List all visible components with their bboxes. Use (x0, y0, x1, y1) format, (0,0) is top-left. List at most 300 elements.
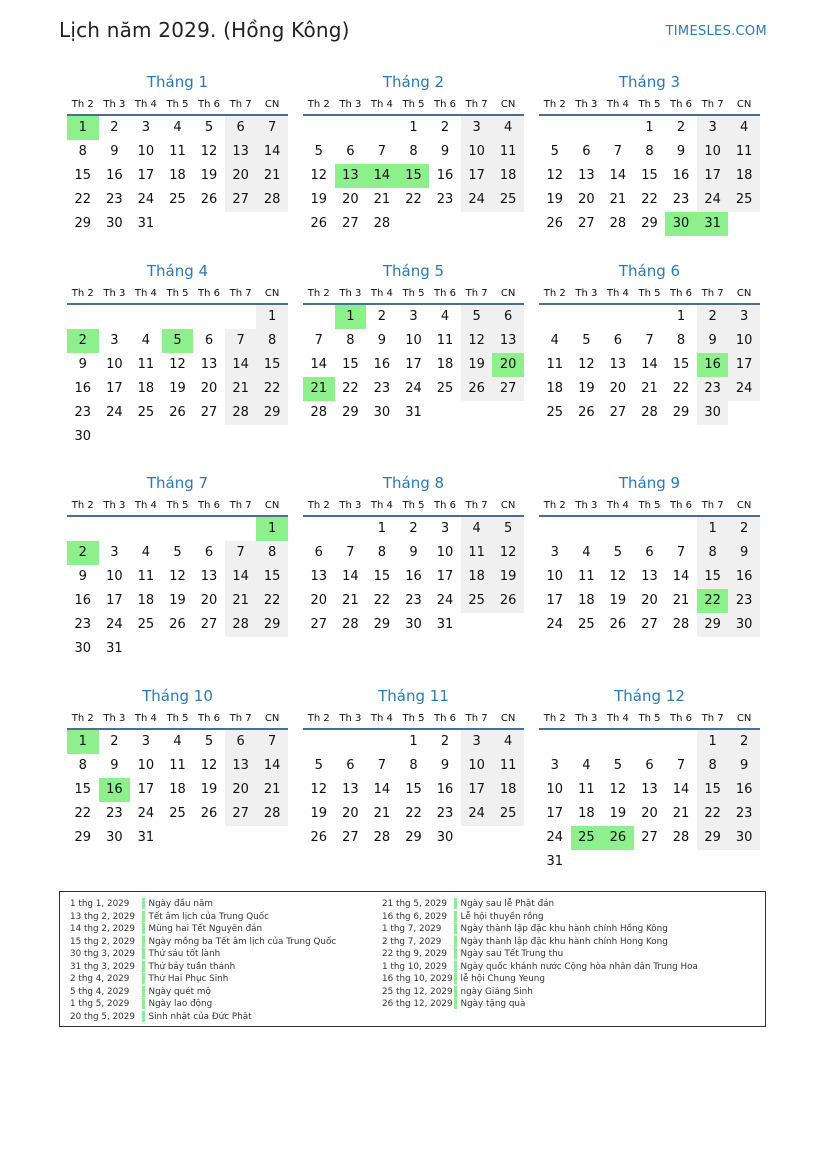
holiday-day-cell[interactable]: 26 (602, 826, 634, 850)
day-cell[interactable]: 22 (672, 381, 690, 396)
day-cell[interactable]: 16 (74, 381, 92, 396)
day-cell[interactable]: 15 (74, 168, 92, 183)
day-cell[interactable]: 19 (578, 381, 595, 396)
day-cell[interactable]: 9 (78, 357, 87, 372)
day-cell[interactable]: 25 (169, 192, 186, 207)
day-cell[interactable]: 25 (546, 405, 564, 420)
day-cell[interactable]: 18 (169, 782, 186, 797)
day-cell[interactable]: 18 (578, 593, 595, 608)
day-cell[interactable]: 4 (492, 116, 524, 140)
day-cell[interactable]: 9 (697, 329, 729, 353)
day-cell[interactable]: 3 (141, 120, 151, 135)
day-cell[interactable]: 17 (137, 168, 155, 183)
day-cell[interactable]: 8 (377, 545, 387, 560)
day-cell[interactable]: 22 (256, 377, 288, 401)
day-cell[interactable]: 30 (728, 613, 760, 637)
day-cell[interactable]: 18 (578, 806, 595, 821)
day-cell[interactable]: 1 (377, 521, 387, 536)
day-cell[interactable]: 4 (141, 545, 151, 560)
holiday-day-cell[interactable]: 2 (67, 541, 99, 565)
holiday-day-cell[interactable]: 1 (335, 305, 367, 329)
day-cell[interactable]: 18 (492, 164, 524, 188)
day-cell[interactable]: 2 (728, 730, 760, 754)
day-cell[interactable]: 26 (200, 192, 218, 207)
holiday-day-cell[interactable]: 21 (303, 377, 335, 401)
day-cell[interactable]: 27 (225, 802, 257, 826)
day-cell[interactable]: 9 (440, 144, 450, 159)
day-cell[interactable]: 15 (697, 778, 729, 802)
day-cell[interactable]: 3 (550, 545, 559, 560)
day-cell[interactable]: 7 (225, 541, 257, 565)
day-cell[interactable]: 23 (436, 806, 454, 821)
day-cell[interactable]: 14 (609, 168, 627, 183)
day-cell[interactable]: 24 (137, 192, 155, 207)
day-cell[interactable]: 26 (310, 216, 328, 231)
day-cell[interactable]: 11 (546, 357, 564, 372)
day-cell[interactable]: 15 (373, 569, 391, 584)
day-cell[interactable]: 14 (672, 569, 690, 584)
day-cell[interactable]: 4 (173, 734, 182, 749)
day-cell[interactable]: 9 (110, 758, 119, 773)
day-cell[interactable]: 28 (310, 405, 328, 420)
day-cell[interactable]: 19 (461, 353, 493, 377)
day-cell[interactable]: 3 (728, 305, 760, 329)
day-cell[interactable]: 20 (641, 593, 658, 608)
day-cell[interactable]: 7 (613, 144, 623, 159)
day-cell[interactable]: 19 (609, 593, 627, 608)
day-cell[interactable]: 2 (676, 120, 686, 135)
day-cell[interactable]: 27 (342, 216, 359, 231)
day-cell[interactable]: 16 (672, 168, 690, 183)
day-cell[interactable]: 10 (137, 144, 155, 159)
day-cell[interactable]: 26 (169, 617, 186, 632)
day-cell[interactable]: 16 (106, 168, 123, 183)
day-cell[interactable]: 18 (492, 778, 524, 802)
day-cell[interactable]: 6 (225, 730, 257, 754)
day-cell[interactable]: 13 (225, 754, 257, 778)
day-cell[interactable]: 8 (697, 754, 729, 778)
day-cell[interactable]: 31 (137, 830, 155, 845)
day-cell[interactable]: 25 (137, 405, 155, 420)
day-cell[interactable]: 9 (728, 754, 760, 778)
day-cell[interactable]: 25 (728, 188, 760, 212)
day-cell[interactable]: 6 (645, 545, 654, 560)
holiday-day-cell[interactable]: 1 (67, 730, 99, 754)
day-cell[interactable]: 30 (728, 826, 760, 850)
day-cell[interactable]: 5 (461, 305, 493, 329)
day-cell[interactable]: 31 (436, 617, 454, 632)
day-cell[interactable]: 4 (440, 309, 450, 324)
day-cell[interactable]: 3 (461, 730, 493, 754)
day-cell[interactable]: 17 (461, 778, 493, 802)
day-cell[interactable]: 7 (346, 545, 355, 560)
day-cell[interactable]: 9 (440, 758, 450, 773)
day-cell[interactable]: 18 (728, 164, 760, 188)
holiday-day-cell[interactable]: 16 (99, 778, 131, 802)
day-cell[interactable]: 31 (546, 854, 564, 869)
day-cell[interactable]: 12 (200, 144, 218, 159)
day-cell[interactable]: 22 (256, 589, 288, 613)
day-cell[interactable]: 23 (74, 405, 92, 420)
day-cell[interactable]: 5 (582, 333, 591, 348)
day-cell[interactable]: 19 (546, 192, 564, 207)
day-cell[interactable]: 3 (461, 116, 493, 140)
day-cell[interactable]: 7 (225, 329, 257, 353)
day-cell[interactable]: 2 (409, 521, 418, 536)
day-cell[interactable]: 2 (377, 309, 387, 324)
day-cell[interactable]: 11 (169, 758, 186, 773)
day-cell[interactable]: 6 (314, 545, 323, 560)
day-cell[interactable]: 28 (373, 830, 391, 845)
day-cell[interactable]: 18 (169, 168, 186, 183)
day-cell[interactable]: 18 (546, 381, 564, 396)
day-cell[interactable]: 30 (106, 830, 123, 845)
day-cell[interactable]: 14 (310, 357, 328, 372)
day-cell[interactable]: 21 (256, 778, 288, 802)
holiday-day-cell[interactable]: 1 (67, 116, 99, 140)
day-cell[interactable]: 11 (137, 357, 155, 372)
day-cell[interactable]: 2 (728, 517, 760, 541)
day-cell[interactable]: 10 (137, 758, 155, 773)
day-cell[interactable]: 26 (169, 405, 186, 420)
day-cell[interactable]: 6 (346, 144, 355, 159)
day-cell[interactable]: 8 (78, 758, 87, 773)
day-cell[interactable]: 4 (582, 758, 591, 773)
day-cell[interactable]: 17 (546, 806, 564, 821)
day-cell[interactable]: 16 (728, 778, 760, 802)
holiday-day-cell[interactable]: 31 (697, 212, 729, 236)
day-cell[interactable]: 3 (110, 545, 119, 560)
day-cell[interactable]: 21 (672, 806, 690, 821)
day-cell[interactable]: 19 (310, 806, 328, 821)
day-cell[interactable]: 15 (256, 565, 288, 589)
day-cell[interactable]: 22 (74, 806, 92, 821)
day-cell[interactable]: 15 (405, 782, 422, 797)
day-cell[interactable]: 14 (672, 782, 690, 797)
day-cell[interactable]: 27 (200, 617, 218, 632)
day-cell[interactable]: 8 (78, 144, 87, 159)
day-cell[interactable]: 16 (728, 565, 760, 589)
day-cell[interactable]: 27 (225, 188, 257, 212)
holiday-day-cell[interactable]: 22 (697, 589, 729, 613)
day-cell[interactable]: 2 (110, 734, 119, 749)
day-cell[interactable]: 8 (409, 144, 418, 159)
day-cell[interactable]: 27 (342, 830, 359, 845)
day-cell[interactable]: 11 (461, 541, 493, 565)
day-cell[interactable]: 14 (256, 140, 288, 164)
day-cell[interactable]: 6 (225, 116, 257, 140)
day-cell[interactable]: 24 (106, 617, 123, 632)
day-cell[interactable]: 13 (578, 168, 595, 183)
day-cell[interactable]: 26 (461, 377, 493, 401)
day-cell[interactable]: 8 (409, 758, 418, 773)
day-cell[interactable]: 19 (200, 168, 218, 183)
day-cell[interactable]: 15 (342, 357, 359, 372)
day-cell[interactable]: 11 (492, 754, 524, 778)
holiday-day-cell[interactable]: 15 (398, 164, 430, 188)
day-cell[interactable]: 12 (169, 569, 186, 584)
day-cell[interactable]: 27 (641, 617, 658, 632)
day-cell[interactable]: 15 (697, 565, 729, 589)
day-cell[interactable]: 29 (672, 405, 690, 420)
day-cell[interactable]: 31 (405, 405, 422, 420)
day-cell[interactable]: 12 (310, 782, 328, 797)
day-cell[interactable]: 2 (440, 734, 450, 749)
day-cell[interactable]: 31 (106, 641, 123, 656)
day-cell[interactable]: 21 (641, 381, 658, 396)
day-cell[interactable]: 28 (342, 617, 359, 632)
day-cell[interactable]: 26 (609, 617, 627, 632)
day-cell[interactable]: 8 (256, 329, 288, 353)
day-cell[interactable]: 5 (613, 545, 623, 560)
day-cell[interactable]: 28 (256, 802, 288, 826)
day-cell[interactable]: 1 (697, 517, 729, 541)
day-cell[interactable]: 29 (697, 826, 729, 850)
day-cell[interactable]: 30 (373, 405, 391, 420)
day-cell[interactable]: 26 (578, 405, 595, 420)
day-cell[interactable]: 25 (461, 589, 493, 613)
day-cell[interactable]: 21 (672, 593, 690, 608)
day-cell[interactable]: 30 (74, 429, 92, 444)
day-cell[interactable]: 16 (436, 782, 454, 797)
day-cell[interactable]: 5 (492, 517, 524, 541)
day-cell[interactable]: 22 (373, 593, 391, 608)
day-cell[interactable]: 23 (106, 192, 123, 207)
day-cell[interactable]: 19 (169, 593, 186, 608)
day-cell[interactable]: 7 (256, 730, 288, 754)
day-cell[interactable]: 25 (578, 617, 595, 632)
day-cell[interactable]: 5 (204, 120, 214, 135)
day-cell[interactable]: 17 (697, 164, 729, 188)
day-cell[interactable]: 29 (697, 613, 729, 637)
day-cell[interactable]: 22 (697, 802, 729, 826)
day-cell[interactable]: 24 (728, 377, 760, 401)
day-cell[interactable]: 20 (200, 593, 218, 608)
day-cell[interactable]: 5 (173, 545, 182, 560)
day-cell[interactable]: 10 (461, 140, 493, 164)
day-cell[interactable]: 2 (697, 305, 729, 329)
day-cell[interactable]: 8 (256, 541, 288, 565)
day-cell[interactable]: 16 (74, 593, 92, 608)
day-cell[interactable]: 11 (492, 140, 524, 164)
day-cell[interactable]: 30 (405, 617, 422, 632)
day-cell[interactable]: 17 (728, 353, 760, 377)
day-cell[interactable]: 16 (373, 357, 391, 372)
day-cell[interactable]: 23 (728, 802, 760, 826)
day-cell[interactable]: 20 (200, 381, 218, 396)
day-cell[interactable]: 26 (200, 806, 218, 821)
day-cell[interactable]: 7 (676, 545, 686, 560)
day-cell[interactable]: 26 (492, 589, 524, 613)
day-cell[interactable]: 17 (461, 164, 493, 188)
day-cell[interactable]: 13 (342, 782, 359, 797)
day-cell[interactable]: 11 (436, 333, 454, 348)
day-cell[interactable]: 27 (641, 830, 658, 845)
day-cell[interactable]: 8 (697, 541, 729, 565)
day-cell[interactable]: 17 (436, 569, 454, 584)
day-cell[interactable]: 22 (405, 192, 422, 207)
day-cell[interactable]: 14 (256, 754, 288, 778)
day-cell[interactable]: 12 (169, 357, 186, 372)
day-cell[interactable]: 18 (137, 593, 155, 608)
day-cell[interactable]: 7 (377, 758, 387, 773)
day-cell[interactable]: 6 (204, 545, 214, 560)
day-cell[interactable]: 22 (405, 806, 422, 821)
day-cell[interactable]: 20 (609, 381, 627, 396)
day-cell[interactable]: 27 (200, 405, 218, 420)
day-cell[interactable]: 16 (405, 569, 422, 584)
day-cell[interactable]: 8 (645, 144, 654, 159)
day-cell[interactable]: 13 (641, 569, 658, 584)
day-cell[interactable]: 1 (697, 730, 729, 754)
day-cell[interactable]: 24 (106, 405, 123, 420)
day-cell[interactable]: 25 (137, 617, 155, 632)
day-cell[interactable]: 23 (697, 377, 729, 401)
day-cell[interactable]: 3 (550, 758, 559, 773)
day-cell[interactable]: 20 (225, 164, 257, 188)
day-cell[interactable]: 24 (546, 830, 564, 845)
day-cell[interactable]: 5 (550, 144, 559, 159)
day-cell[interactable]: 6 (346, 758, 355, 773)
day-cell[interactable]: 6 (613, 333, 623, 348)
day-cell[interactable]: 10 (461, 754, 493, 778)
day-cell[interactable]: 13 (609, 357, 627, 372)
day-cell[interactable]: 12 (310, 168, 328, 183)
day-cell[interactable]: 14 (225, 565, 257, 589)
day-cell[interactable]: 20 (342, 806, 359, 821)
day-cell[interactable]: 19 (310, 192, 328, 207)
day-cell[interactable]: 29 (405, 830, 422, 845)
day-cell[interactable]: 24 (697, 188, 729, 212)
day-cell[interactable]: 2 (440, 120, 450, 135)
day-cell[interactable]: 21 (225, 589, 257, 613)
day-cell[interactable]: 28 (641, 405, 658, 420)
day-cell[interactable]: 29 (74, 830, 92, 845)
day-cell[interactable]: 27 (609, 405, 627, 420)
day-cell[interactable]: 28 (256, 188, 288, 212)
day-cell[interactable]: 8 (676, 333, 686, 348)
day-cell[interactable]: 6 (582, 144, 591, 159)
day-cell[interactable]: 25 (492, 802, 524, 826)
day-cell[interactable]: 17 (137, 782, 155, 797)
day-cell[interactable]: 28 (225, 401, 257, 425)
day-cell[interactable]: 27 (578, 216, 595, 231)
day-cell[interactable]: 29 (256, 401, 288, 425)
day-cell[interactable]: 7 (645, 333, 654, 348)
day-cell[interactable]: 21 (256, 164, 288, 188)
day-cell[interactable]: 1 (409, 120, 418, 135)
day-cell[interactable]: 10 (106, 357, 123, 372)
day-cell[interactable]: 11 (578, 782, 595, 797)
day-cell[interactable]: 28 (609, 216, 627, 231)
holiday-day-cell[interactable]: 2 (67, 329, 99, 353)
day-cell[interactable]: 13 (492, 329, 524, 353)
day-cell[interactable]: 26 (310, 830, 328, 845)
day-cell[interactable]: 22 (641, 192, 658, 207)
day-cell[interactable]: 25 (169, 806, 186, 821)
day-cell[interactable]: 23 (74, 617, 92, 632)
day-cell[interactable]: 23 (106, 806, 123, 821)
day-cell[interactable]: 13 (310, 569, 328, 584)
day-cell[interactable]: 24 (137, 806, 155, 821)
day-cell[interactable]: 24 (405, 381, 422, 396)
day-cell[interactable]: 5 (314, 758, 323, 773)
day-cell[interactable]: 10 (436, 545, 454, 560)
day-cell[interactable]: 11 (137, 569, 155, 584)
day-cell[interactable]: 19 (200, 782, 218, 797)
day-cell[interactable]: 15 (641, 168, 658, 183)
day-cell[interactable]: 1 (676, 309, 686, 324)
day-cell[interactable]: 23 (405, 593, 422, 608)
day-cell[interactable]: 25 (436, 381, 454, 396)
day-cell[interactable]: 15 (672, 357, 690, 372)
day-cell[interactable]: 9 (676, 144, 686, 159)
day-cell[interactable]: 9 (377, 333, 387, 348)
day-cell[interactable]: 21 (373, 192, 391, 207)
day-cell[interactable]: 17 (106, 593, 123, 608)
day-cell[interactable]: 2 (110, 120, 119, 135)
day-cell[interactable]: 10 (106, 569, 123, 584)
day-cell[interactable]: 20 (578, 192, 595, 207)
day-cell[interactable]: 8 (346, 333, 355, 348)
day-cell[interactable]: 4 (141, 333, 151, 348)
day-cell[interactable]: 3 (141, 734, 151, 749)
day-cell[interactable]: 20 (342, 192, 359, 207)
day-cell[interactable]: 21 (342, 593, 359, 608)
holiday-day-cell[interactable]: 25 (571, 826, 603, 850)
day-cell[interactable]: 4 (582, 545, 591, 560)
day-cell[interactable]: 29 (641, 216, 658, 231)
day-cell[interactable]: 23 (728, 589, 760, 613)
day-cell[interactable]: 15 (256, 353, 288, 377)
day-cell[interactable]: 29 (74, 216, 92, 231)
day-cell[interactable]: 27 (492, 377, 524, 401)
day-cell[interactable]: 28 (672, 830, 690, 845)
day-cell[interactable]: 18 (137, 381, 155, 396)
day-cell[interactable]: 7 (256, 116, 288, 140)
holiday-day-cell[interactable]: 16 (697, 353, 729, 377)
day-cell[interactable]: 12 (492, 541, 524, 565)
day-cell[interactable]: 6 (645, 758, 654, 773)
day-cell[interactable]: 6 (204, 333, 214, 348)
day-cell[interactable]: 4 (550, 333, 559, 348)
day-cell[interactable]: 10 (728, 329, 760, 353)
day-cell[interactable]: 29 (342, 405, 359, 420)
holiday-day-cell[interactable]: 20 (492, 353, 524, 377)
day-cell[interactable]: 24 (461, 802, 493, 826)
day-cell[interactable]: 9 (110, 144, 119, 159)
day-cell[interactable]: 14 (342, 569, 359, 584)
day-cell[interactable]: 11 (169, 144, 186, 159)
holiday-day-cell[interactable]: 14 (366, 164, 398, 188)
day-cell[interactable]: 12 (546, 168, 564, 183)
day-cell[interactable]: 12 (609, 569, 627, 584)
day-cell[interactable]: 11 (578, 569, 595, 584)
day-cell[interactable]: 19 (169, 381, 186, 396)
day-cell[interactable]: 30 (697, 401, 729, 425)
day-cell[interactable]: 22 (74, 192, 92, 207)
day-cell[interactable]: 5 (204, 734, 214, 749)
day-cell[interactable]: 15 (74, 782, 92, 797)
day-cell[interactable]: 9 (78, 569, 87, 584)
day-cell[interactable]: 28 (373, 216, 391, 231)
day-cell[interactable]: 1 (409, 734, 418, 749)
day-cell[interactable]: 23 (672, 192, 690, 207)
day-cell[interactable]: 3 (409, 309, 418, 324)
day-cell[interactable]: 6 (492, 305, 524, 329)
day-cell[interactable]: 18 (436, 357, 454, 372)
day-cell[interactable]: 13 (200, 569, 218, 584)
